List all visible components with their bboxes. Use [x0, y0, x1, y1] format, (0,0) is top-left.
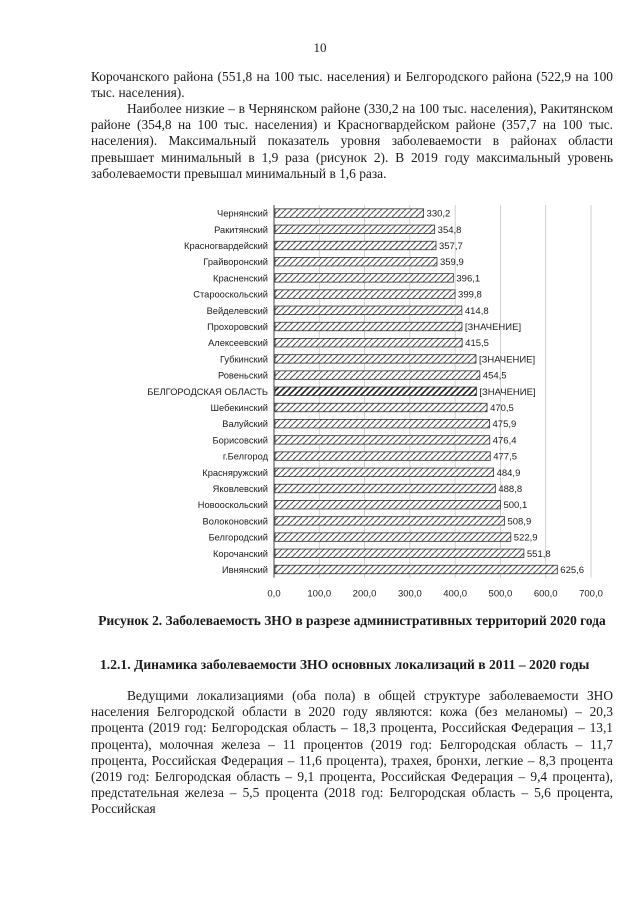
chart-category-labels [147, 209, 268, 575]
category-label: Яковлевский [212, 484, 268, 494]
data-label: 484,9 [496, 467, 521, 479]
category-label: Старооскольский [193, 289, 268, 300]
category-label: Корочанский [213, 548, 268, 559]
bar [275, 225, 435, 234]
data-label: 454,5 [482, 370, 507, 382]
category-label: Грайворонский [203, 257, 268, 268]
data-label: [ЗНАЧЕНИЕ] [479, 386, 536, 398]
data-label: 625,6 [560, 565, 585, 576]
bar [275, 306, 462, 315]
data-label: 330,2 [426, 208, 451, 220]
bar [275, 322, 462, 331]
x-tick-label: 400,0 [443, 588, 468, 598]
paragraph-lowest-rates: Наиболее низкие – в Чернянском районе (330,2 на 100 тыс. населения), Ракитянском районе (354,8 на 100 тыс. населения) и Красногвардейском районе (357,7 на 100 тыс. населения). Максимальный показатель уровня заболеваемости в районах области превышает минимальный в 1,9 раза (рисунок 2). В 2019 году максимальный уровень заболеваемости превышал минимальный в 1,6 раза. [91, 101, 613, 181]
data-label: 415,5 [465, 338, 489, 350]
bar [275, 290, 455, 299]
bar [275, 436, 490, 445]
bar [275, 565, 557, 574]
category-label: Новооскольский [197, 500, 268, 511]
paragraph-intro: Корочанского района (551,8 на 100 тыс. населения) и Белгородского района (522,9 на 100 тыс. населения). [91, 69, 613, 101]
x-tick-label: 200,0 [352, 588, 377, 598]
bar [275, 500, 500, 509]
data-label: 414,8 [464, 305, 489, 317]
category-label: Прохоровский [207, 322, 268, 332]
chart-x-tick-labels [267, 589, 603, 598]
category-label: Шебекинский [210, 403, 268, 413]
bar [275, 549, 524, 558]
data-label: 359,9 [439, 257, 464, 269]
category-label: Ивнянский [221, 565, 268, 575]
category-label: Губкинский [220, 354, 268, 365]
category-label: Белгородский [208, 532, 268, 543]
category-label: Ровеньский [217, 370, 268, 381]
data-label: [ЗНАЧЕНИЕ] [478, 354, 536, 366]
x-tick-label: 500,0 [488, 588, 513, 598]
bar [275, 484, 495, 493]
category-label: Красненский [213, 273, 268, 284]
bar [275, 533, 511, 542]
category-label: БЕЛГОРОДСКАЯ ОБЛАСТЬ [147, 386, 268, 397]
x-tick-label: 700,0 [579, 588, 603, 598]
category-label: Ракитянский [214, 224, 268, 235]
bar [275, 274, 453, 283]
section-heading: 1.2.1. Динамика заболеваемости ЗНО основных локализаций в 2011 – 2020 годы [100, 657, 590, 672]
category-label: Борисовский [212, 435, 268, 446]
figure-caption: Рисунок 2. Заболеваемость ЗНО в разрезе административных территорий 2020 года [98, 613, 606, 628]
data-label: 522,9 [513, 532, 538, 544]
bar [275, 452, 490, 461]
category-label: г.Белгород [222, 451, 268, 462]
data-label: 551,8 [526, 548, 551, 560]
category-label: Волоконовский [202, 516, 268, 527]
category-label: Красногвардейский [184, 241, 268, 251]
data-label: 500,1 [503, 500, 528, 512]
data-label: [ЗНАЧЕНИЕ] [464, 322, 522, 333]
category-label: Чернянский [217, 208, 268, 219]
bar [275, 209, 424, 218]
x-tick-label: 300,0 [397, 588, 422, 598]
data-label: 470,5 [490, 403, 514, 414]
incidence-bar-chart [128, 196, 618, 598]
data-label: 475,9 [492, 419, 517, 431]
bar [275, 403, 487, 412]
category-label: Красняружский [202, 467, 268, 478]
bar [275, 355, 476, 364]
bar [275, 468, 494, 477]
x-tick-label: 100,0 [307, 588, 332, 598]
data-label: 476,4 [492, 435, 517, 447]
bar [275, 371, 480, 380]
page-number: 10 [313, 40, 327, 55]
data-label: 488,8 [498, 484, 523, 495]
data-label: 396,1 [456, 273, 481, 285]
bar [275, 419, 490, 428]
category-label: Вейделевский [206, 305, 268, 316]
paragraph-localizations: Ведущими локализациями (оба пола) в общей структуре заболеваемости ЗНО населения Белгородской области в 2020 году являются: кожа (без меланомы) – 20,3 процента (2019 год: Белгородская область – 18,3 процента, Российская Федерация – 13,1 процента), молочная железа – 11 процентов (2019 год: Белгородская область – 11,7 процента, Российская Федерация – 11,6 процента), трахея, бронхи, легкие – 8,3 процента (2019 год: Белгородская область – 9,1 процента, Российская Федерация – 9,4 процента), предстательная железа – 5,5 процента (2018 год: Белгородская область – 5,6 процента, Российская [91, 688, 613, 817]
x-tick-label: 600,0 [533, 588, 558, 598]
x-tick-label: 0,0 [267, 588, 281, 598]
bar [275, 241, 436, 250]
data-label: 357,7 [438, 241, 463, 252]
data-label: 399,8 [458, 289, 482, 301]
data-label: 477,5 [493, 451, 518, 463]
category-label: Валуйский [222, 419, 268, 430]
category-label: Алексеевский [208, 338, 268, 349]
data-label: 354,8 [437, 224, 462, 236]
bar [275, 387, 476, 396]
bar [275, 257, 437, 266]
bar [275, 338, 462, 347]
bar [275, 517, 504, 526]
data-label: 508,9 [507, 516, 532, 528]
